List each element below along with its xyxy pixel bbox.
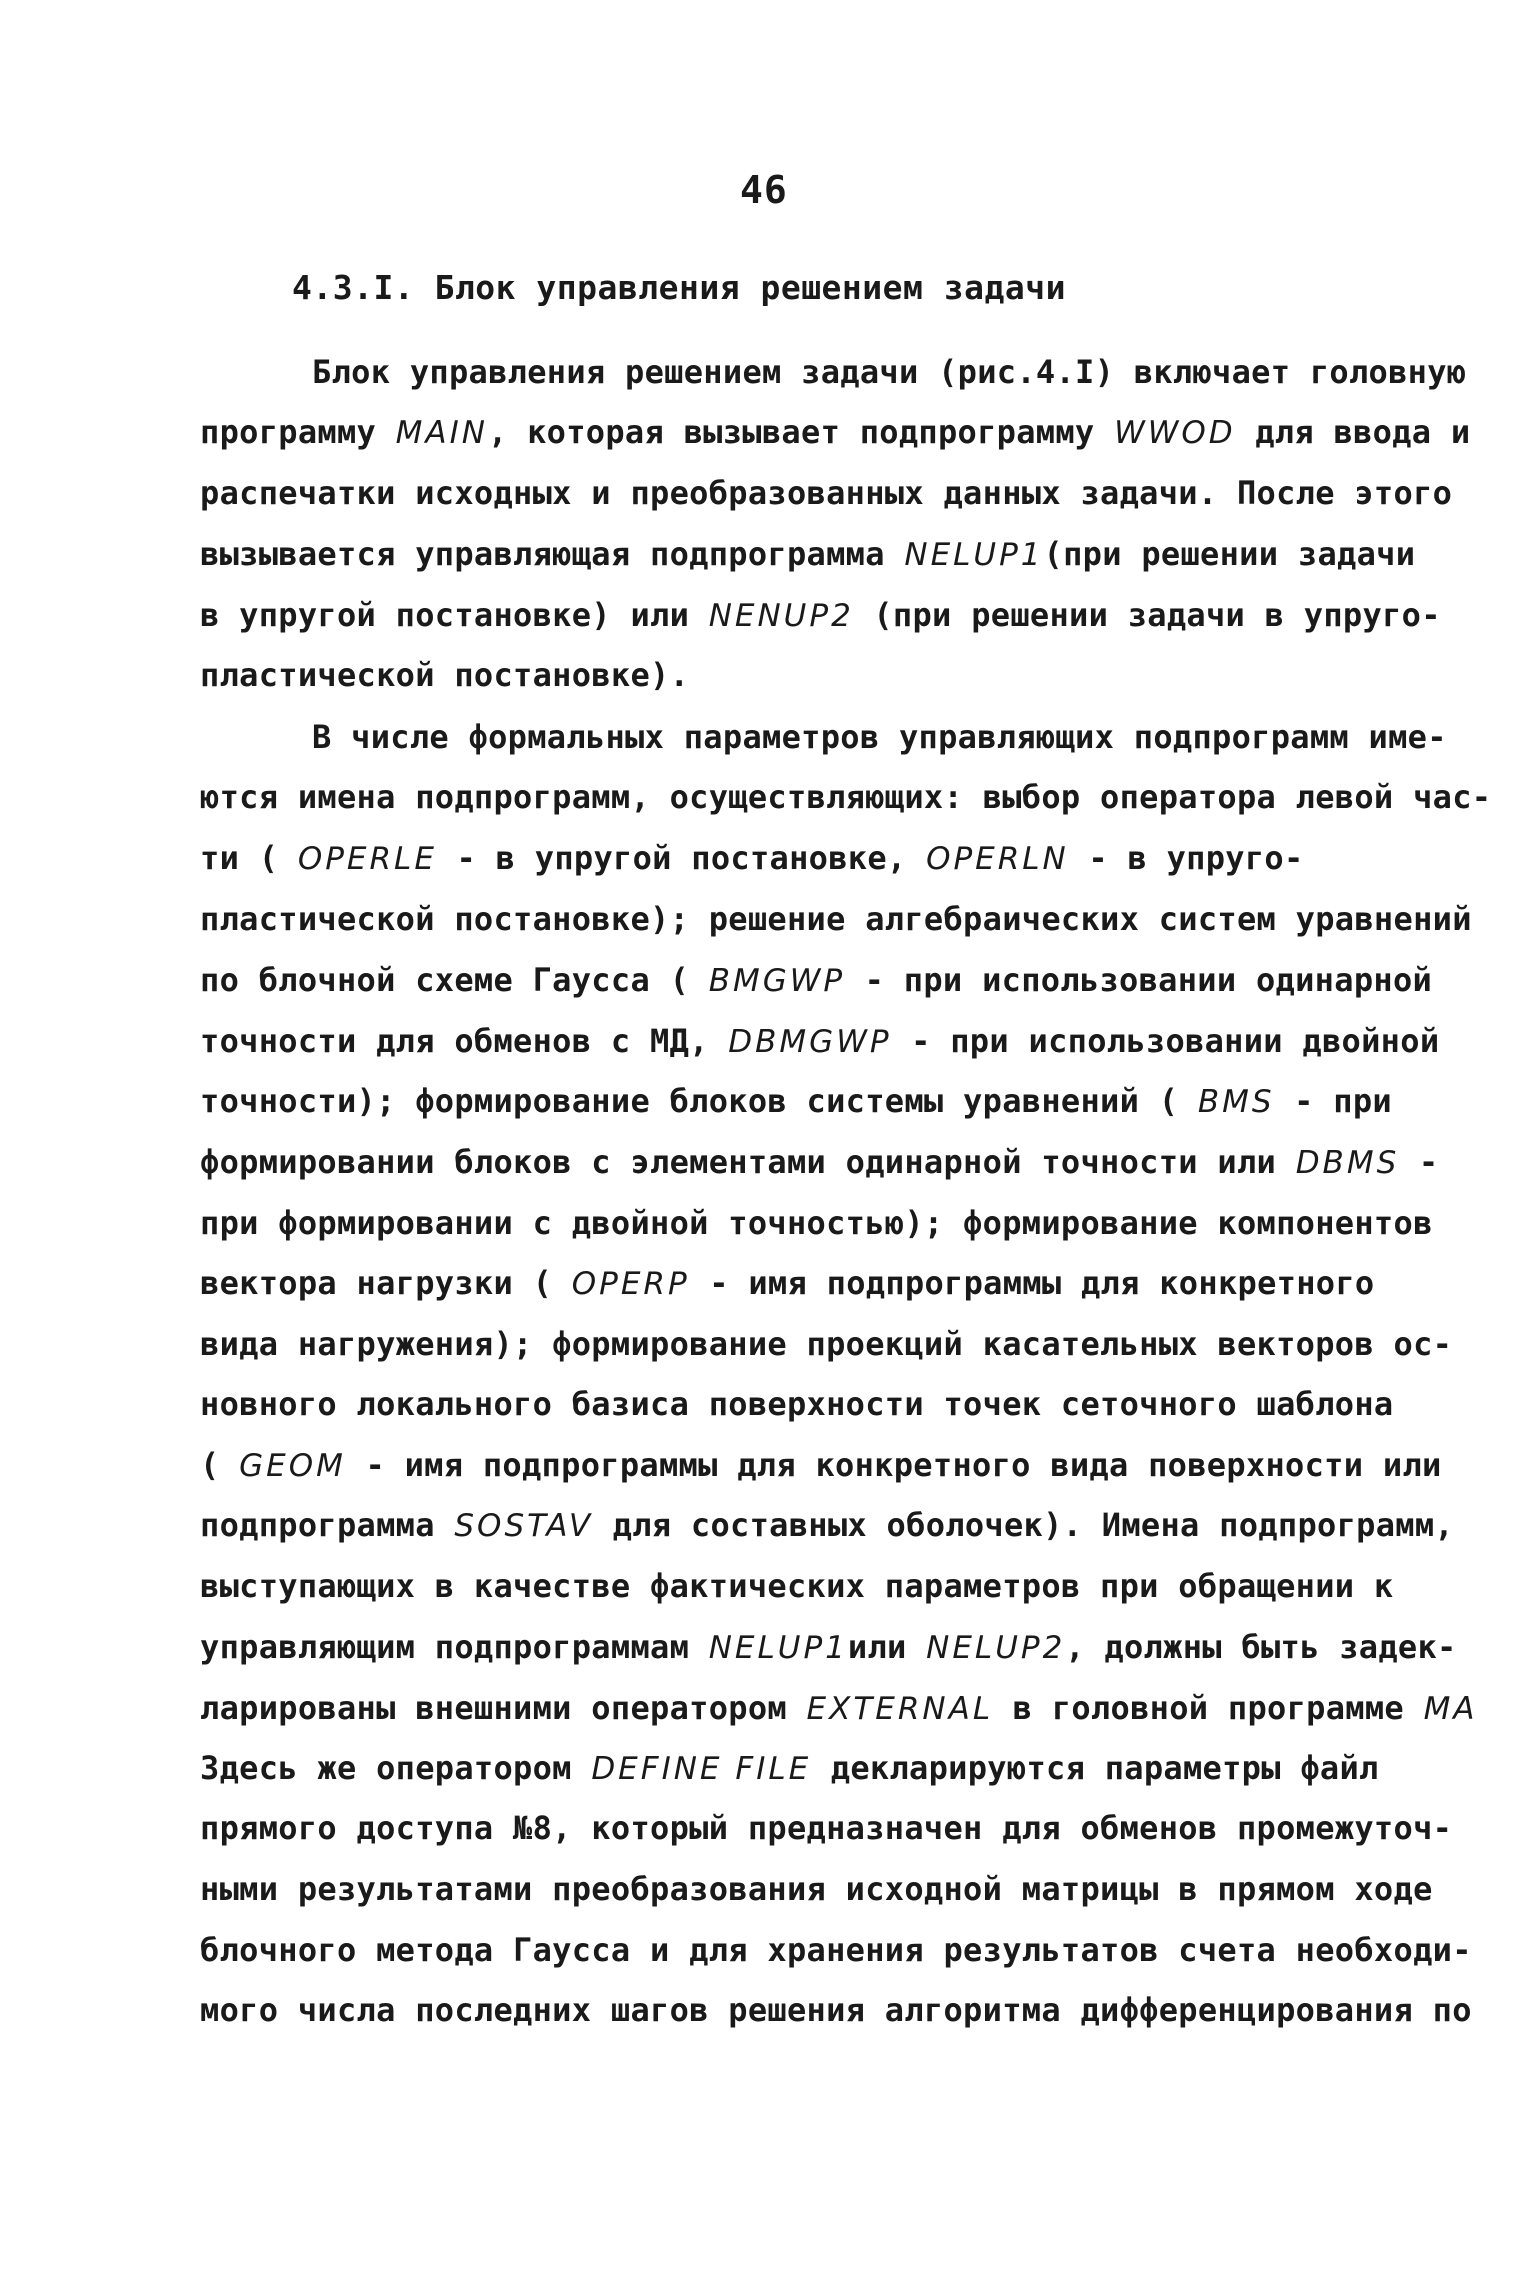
text-run: в головной программе <box>993 1689 1424 1727</box>
text-line <box>200 960 1432 1001</box>
text-line <box>200 1324 1452 1364</box>
text-line <box>312 352 1466 392</box>
text-run: выступающих в качестве фактических параметров при обращении к <box>200 1567 1394 1605</box>
text-run: - при использовании одинарной <box>845 961 1433 999</box>
text-line <box>312 717 1447 757</box>
text-run: блочного метода Гаусса и для хранения результатов счета необходи- <box>200 1931 1472 1969</box>
text-run: - при <box>1274 1082 1392 1120</box>
text-line <box>200 1566 1394 1606</box>
text-line <box>200 595 1441 636</box>
text-run: для составных оболочек). Имена подпрограмм, <box>593 1506 1454 1544</box>
text-line <box>200 1021 1439 1062</box>
text-line <box>200 1445 1442 1486</box>
text-run: - имя подпрограммы для конкретного <box>689 1264 1375 1302</box>
text-run: , которая вызывает подпрограмму <box>487 413 1115 451</box>
text-run: - <box>1399 1143 1439 1181</box>
handwritten-identifier: NENUP2 <box>708 598 854 634</box>
handwritten-identifier: NELUP1 <box>904 537 1044 573</box>
text-run: (при решении задачи <box>1043 535 1416 573</box>
text-run: управляющим подпрограммам <box>200 1628 709 1666</box>
text-run: ются имена подпрограмм, осуществляющих: выбор оператора левой час- <box>200 778 1492 816</box>
text-run: распечатки исходных и преобразованных данных задачи. После этого <box>200 474 1453 512</box>
handwritten-identifier: BMGWP <box>708 963 846 999</box>
text-run: ными результатами преобразования исходной матрицы в прямом ходе <box>200 1870 1433 1908</box>
text-run: в упругой постановке) или <box>200 596 709 634</box>
text-run: (при решении задачи в упруго- <box>853 596 1441 634</box>
text-run: мого числа последних шагов решения алгоритма дифференцирования по <box>200 1991 1472 2029</box>
handwritten-identifier: NELUP1 <box>708 1630 848 1666</box>
text-line <box>200 412 1470 453</box>
text-line <box>200 1869 1433 1909</box>
handwritten-identifier: OPERLN <box>926 841 1069 877</box>
handwritten-identifier: EXTERNAL <box>806 1691 994 1727</box>
text-run: при формировании с двойной точностью); формирование компонентов <box>200 1204 1433 1242</box>
text-run: ( <box>200 1446 240 1484</box>
text-run: вектора нагрузки ( <box>200 1264 572 1302</box>
handwritten-identifier: MA <box>1423 1691 1478 1727</box>
text-run: ти ( <box>200 839 298 877</box>
text-run: ларированы внешними оператором <box>200 1689 807 1727</box>
handwritten-identifier: OPERP <box>571 1266 690 1302</box>
handwritten-identifier: WWOD <box>1114 415 1236 451</box>
text-line <box>200 473 1452 513</box>
text-run: - в упруго- <box>1068 839 1304 877</box>
text-line <box>200 1930 1472 1970</box>
text-run: Блок управления решением задачи (рис.4.I) включает головную <box>312 353 1467 391</box>
text-run: точности для обменов с МД, <box>200 1022 729 1060</box>
text-run: - в упругой постановке, <box>436 839 927 877</box>
handwritten-identifier: DEFINE FILE <box>591 1751 812 1787</box>
text-run: для ввода и <box>1235 413 1471 451</box>
handwritten-identifier: DBMS <box>1295 1145 1400 1181</box>
text-line <box>200 899 1472 939</box>
text-run: - при использовании двойной <box>891 1022 1440 1060</box>
text-line <box>200 1627 1457 1668</box>
handwritten-identifier: GEOM <box>239 1448 346 1484</box>
text-run: новного локального базиса поверхности точек сеточного шаблона <box>200 1385 1394 1423</box>
text-run: подпрограмма <box>200 1506 455 1544</box>
text-run: пластической постановке). <box>200 656 690 694</box>
text-run: пластической постановке); решение алгебраических систем уравнений <box>200 900 1472 938</box>
text-line <box>200 1748 1379 1789</box>
handwritten-identifier: SOSTAV <box>454 1508 594 1544</box>
text-line <box>200 1505 1454 1546</box>
text-run: или <box>847 1628 927 1666</box>
handwritten-identifier: DBMGWP <box>728 1024 892 1060</box>
text-run: программу <box>200 413 396 451</box>
text-run: вида нагружения); формирование проекций касательных векторов ос- <box>200 1325 1453 1363</box>
section-heading: 4.3.I. Блок управления решением задачи <box>292 268 1066 307</box>
text-line <box>200 534 1415 575</box>
text-line <box>200 1142 1438 1183</box>
text-run: , должны быть задек- <box>1065 1628 1457 1666</box>
handwritten-identifier: MAIN <box>395 415 488 451</box>
text-run: вызывается управляющая подпрограмма <box>200 535 905 573</box>
text-line <box>200 1808 1452 1848</box>
text-line <box>200 1081 1392 1122</box>
text-line <box>200 1203 1433 1243</box>
text-line <box>200 1990 1472 2030</box>
text-line <box>200 1688 1478 1729</box>
text-line <box>200 655 689 695</box>
text-line <box>200 1384 1394 1424</box>
text-run: по блочной схеме Гаусса ( <box>200 961 709 999</box>
text-run: формировании блоков с элементами одинарной точности или <box>200 1143 1296 1181</box>
text-run: - имя подпрограммы для конкретного вида поверхности или <box>345 1446 1442 1484</box>
text-run: Здесь же оператором <box>200 1749 592 1787</box>
text-run: точности); формирование блоков системы уравнений ( <box>200 1082 1198 1120</box>
handwritten-identifier: NELUP2 <box>926 1630 1066 1666</box>
page-number: 46 <box>740 168 788 212</box>
handwritten-identifier: BMS <box>1197 1084 1275 1120</box>
handwritten-identifier: OPERLE <box>297 841 437 877</box>
text-run: прямого доступа №8, который предназначен для обменов промежуточ- <box>200 1809 1453 1847</box>
text-run: декларируются параметры файл <box>811 1749 1379 1787</box>
text-run: В числе формальных параметров управляющих подпрограмм име- <box>312 718 1447 756</box>
text-line <box>200 1263 1374 1304</box>
text-line <box>200 838 1304 879</box>
text-line <box>200 777 1491 817</box>
